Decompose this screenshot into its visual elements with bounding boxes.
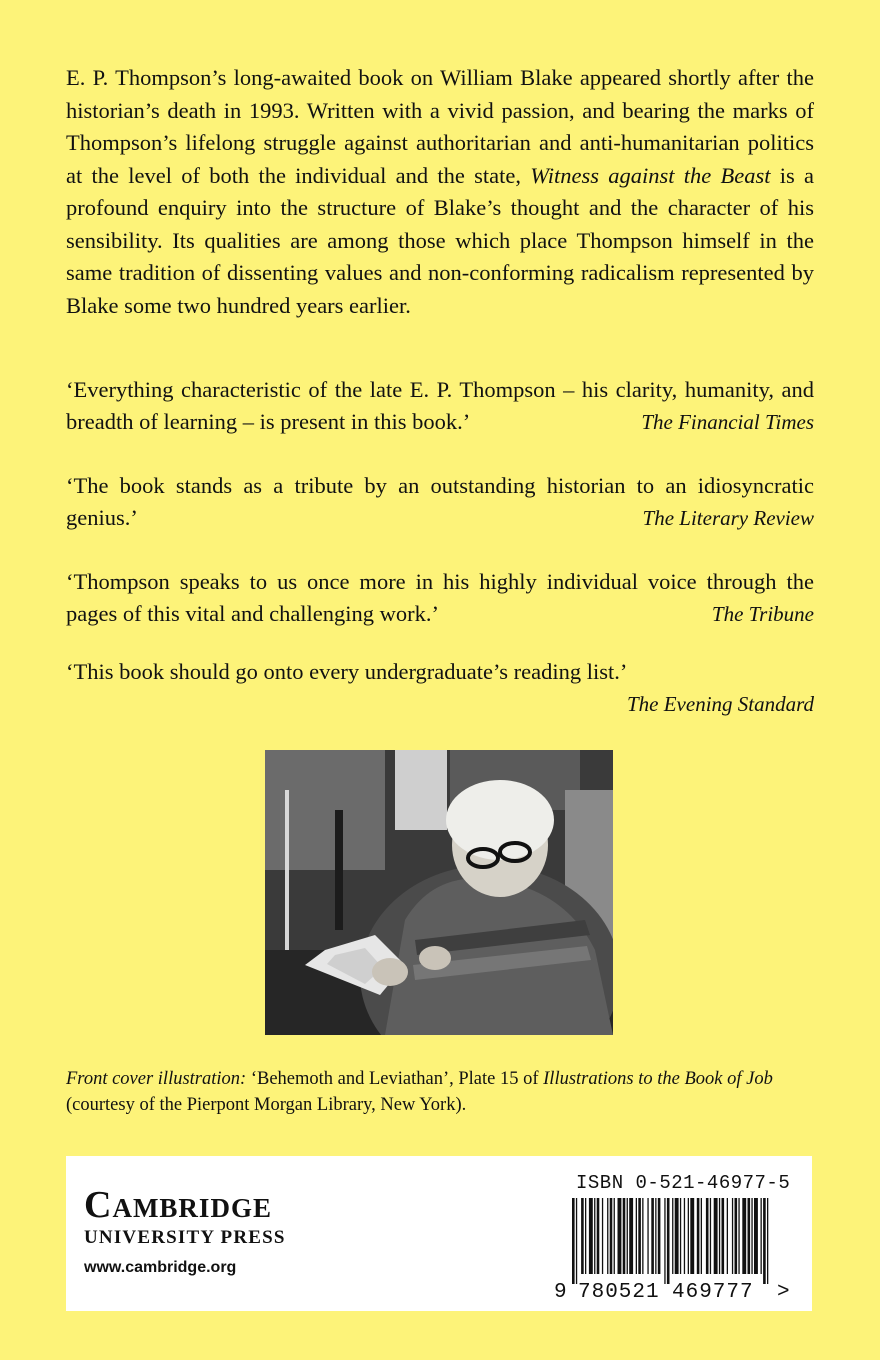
barcode-bar <box>706 1198 709 1274</box>
review-quote-financial-times <box>66 374 814 438</box>
cover-illustration-credit <box>66 1066 814 1118</box>
barcode-bar <box>585 1198 586 1274</box>
caption-book-title: Illustrations to the Book of Job <box>543 1069 773 1089</box>
blurb-rest: is a profound enquiry into the structure of Blake’s thought and the character of his sensibility. Its qualities are among those which place Thompson himself in the same tradition of dissenting values and non-conforming radicalism represented by Blake some two hundred years earlier. <box>66 162 814 318</box>
barcode-bar <box>684 1198 685 1274</box>
quote-source: The Financial Times <box>641 410 814 434</box>
quote-text: ‘Everything characteristic of the late E. P. Thompson – his clarity, humanity, and breadth of learning – is present in this book.’ <box>66 377 814 434</box>
caption-text: ‘Behemoth and Leviathan’, Plate 15 of <box>246 1069 544 1089</box>
author-photo <box>265 750 613 1035</box>
barcode-bar <box>647 1198 648 1274</box>
barcode-bar <box>576 1198 577 1284</box>
review-quote-tribune <box>66 566 814 630</box>
publisher-footer <box>66 1156 812 1311</box>
barcode-bar <box>597 1198 600 1274</box>
review-quote-evening-standard <box>66 656 814 720</box>
barcode-bar <box>738 1198 739 1274</box>
barcode-bar <box>664 1198 665 1284</box>
barcode-bar <box>667 1198 670 1284</box>
barcode-digits-left: 780521 <box>578 1281 660 1303</box>
barcode-bar <box>675 1198 679 1274</box>
cambridge-logo <box>84 1186 286 1278</box>
barcode-bar <box>714 1198 718 1274</box>
barcode-bar <box>763 1198 766 1284</box>
barcode-bar <box>607 1198 608 1274</box>
barcode-digit-lead: 9 <box>554 1281 567 1303</box>
quote-source: The Tribune <box>711 602 814 626</box>
barcode-bar <box>754 1198 758 1274</box>
barcode-bar <box>629 1198 633 1274</box>
barcode-bar <box>719 1198 720 1274</box>
barcode-bar <box>748 1198 751 1274</box>
barcode-bar <box>690 1198 694 1274</box>
barcode-bar <box>688 1198 689 1274</box>
barcode-bar <box>742 1198 746 1274</box>
quote-text: ‘This book should go onto every undergraduate’s reading list.’ <box>66 659 628 684</box>
barcode-bar <box>581 1198 584 1274</box>
barcode-bar <box>594 1198 595 1274</box>
barcode-bar <box>655 1198 656 1274</box>
barcode-bars <box>572 1198 768 1284</box>
blurb-intro: E. P. Thompson’s long-awaited book on William Blake appeared shortly after the historian’s death in 1993. Written with a vivid passion, and bearing the marks of Thompson’s lifelong struggle against authoritarian and anti-humanitarian politics at the level of both the individual and the state, <box>66 65 814 188</box>
barcode-bar <box>751 1198 752 1274</box>
barcode-bar <box>727 1198 728 1274</box>
publisher-subname: UNIVERSITY PRESS <box>84 1227 286 1248</box>
barcode-bar <box>732 1198 733 1274</box>
barcode-bar <box>638 1198 641 1274</box>
barcode-bar <box>767 1198 768 1284</box>
review-quote-literary-review <box>66 470 814 534</box>
quote-text: ‘Thompson speaks to us once more in his highly individual voice through the pages of this vital and challenging work.’ <box>66 569 814 626</box>
barcode-bar <box>761 1198 762 1274</box>
barcode-bar <box>642 1198 643 1274</box>
barcode-bar <box>697 1198 700 1274</box>
barcode-bar <box>658 1198 661 1274</box>
isbn-label: ISBN 0-521-46977-5 <box>576 1172 791 1194</box>
quote-source: The Evening Standard <box>626 692 814 716</box>
barcode-bar <box>636 1198 637 1274</box>
barcode-bar <box>672 1198 673 1274</box>
barcode-bar <box>623 1198 626 1274</box>
publisher-name: Cambridge <box>84 1184 272 1226</box>
caption-label: Front cover illustration: <box>66 1069 247 1089</box>
barcode-bar <box>589 1198 593 1274</box>
blurb-book-title: Witness against the Beast <box>530 162 771 188</box>
barcode-bar <box>602 1198 603 1274</box>
barcode-digits-right: 469777 <box>672 1281 754 1303</box>
barcode-bar <box>614 1198 615 1274</box>
barcode-digit-trail: > <box>777 1281 790 1303</box>
barcode-bar <box>722 1198 725 1274</box>
quote-text: ‘The book stands as a tribute by an outstanding historian to an idiosyncratic genius.’ <box>66 473 814 530</box>
barcode-bar <box>735 1198 738 1274</box>
blurb-paragraph <box>66 62 814 322</box>
quote-source: The Literary Review <box>642 506 814 530</box>
barcode-bar <box>651 1198 654 1274</box>
isbn-barcode <box>552 1198 802 1303</box>
barcode-bar <box>627 1198 628 1274</box>
barcode-bar <box>701 1198 702 1274</box>
barcode-bar <box>610 1198 613 1274</box>
publisher-website: www.cambridge.org <box>84 1259 237 1276</box>
barcode-bar <box>710 1198 711 1274</box>
barcode-bar <box>618 1198 622 1274</box>
barcode-bar <box>680 1198 681 1274</box>
barcode-bar <box>572 1198 575 1284</box>
caption-text-end: (courtesy of the Pierpont Morgan Library, New York). <box>66 1095 467 1115</box>
